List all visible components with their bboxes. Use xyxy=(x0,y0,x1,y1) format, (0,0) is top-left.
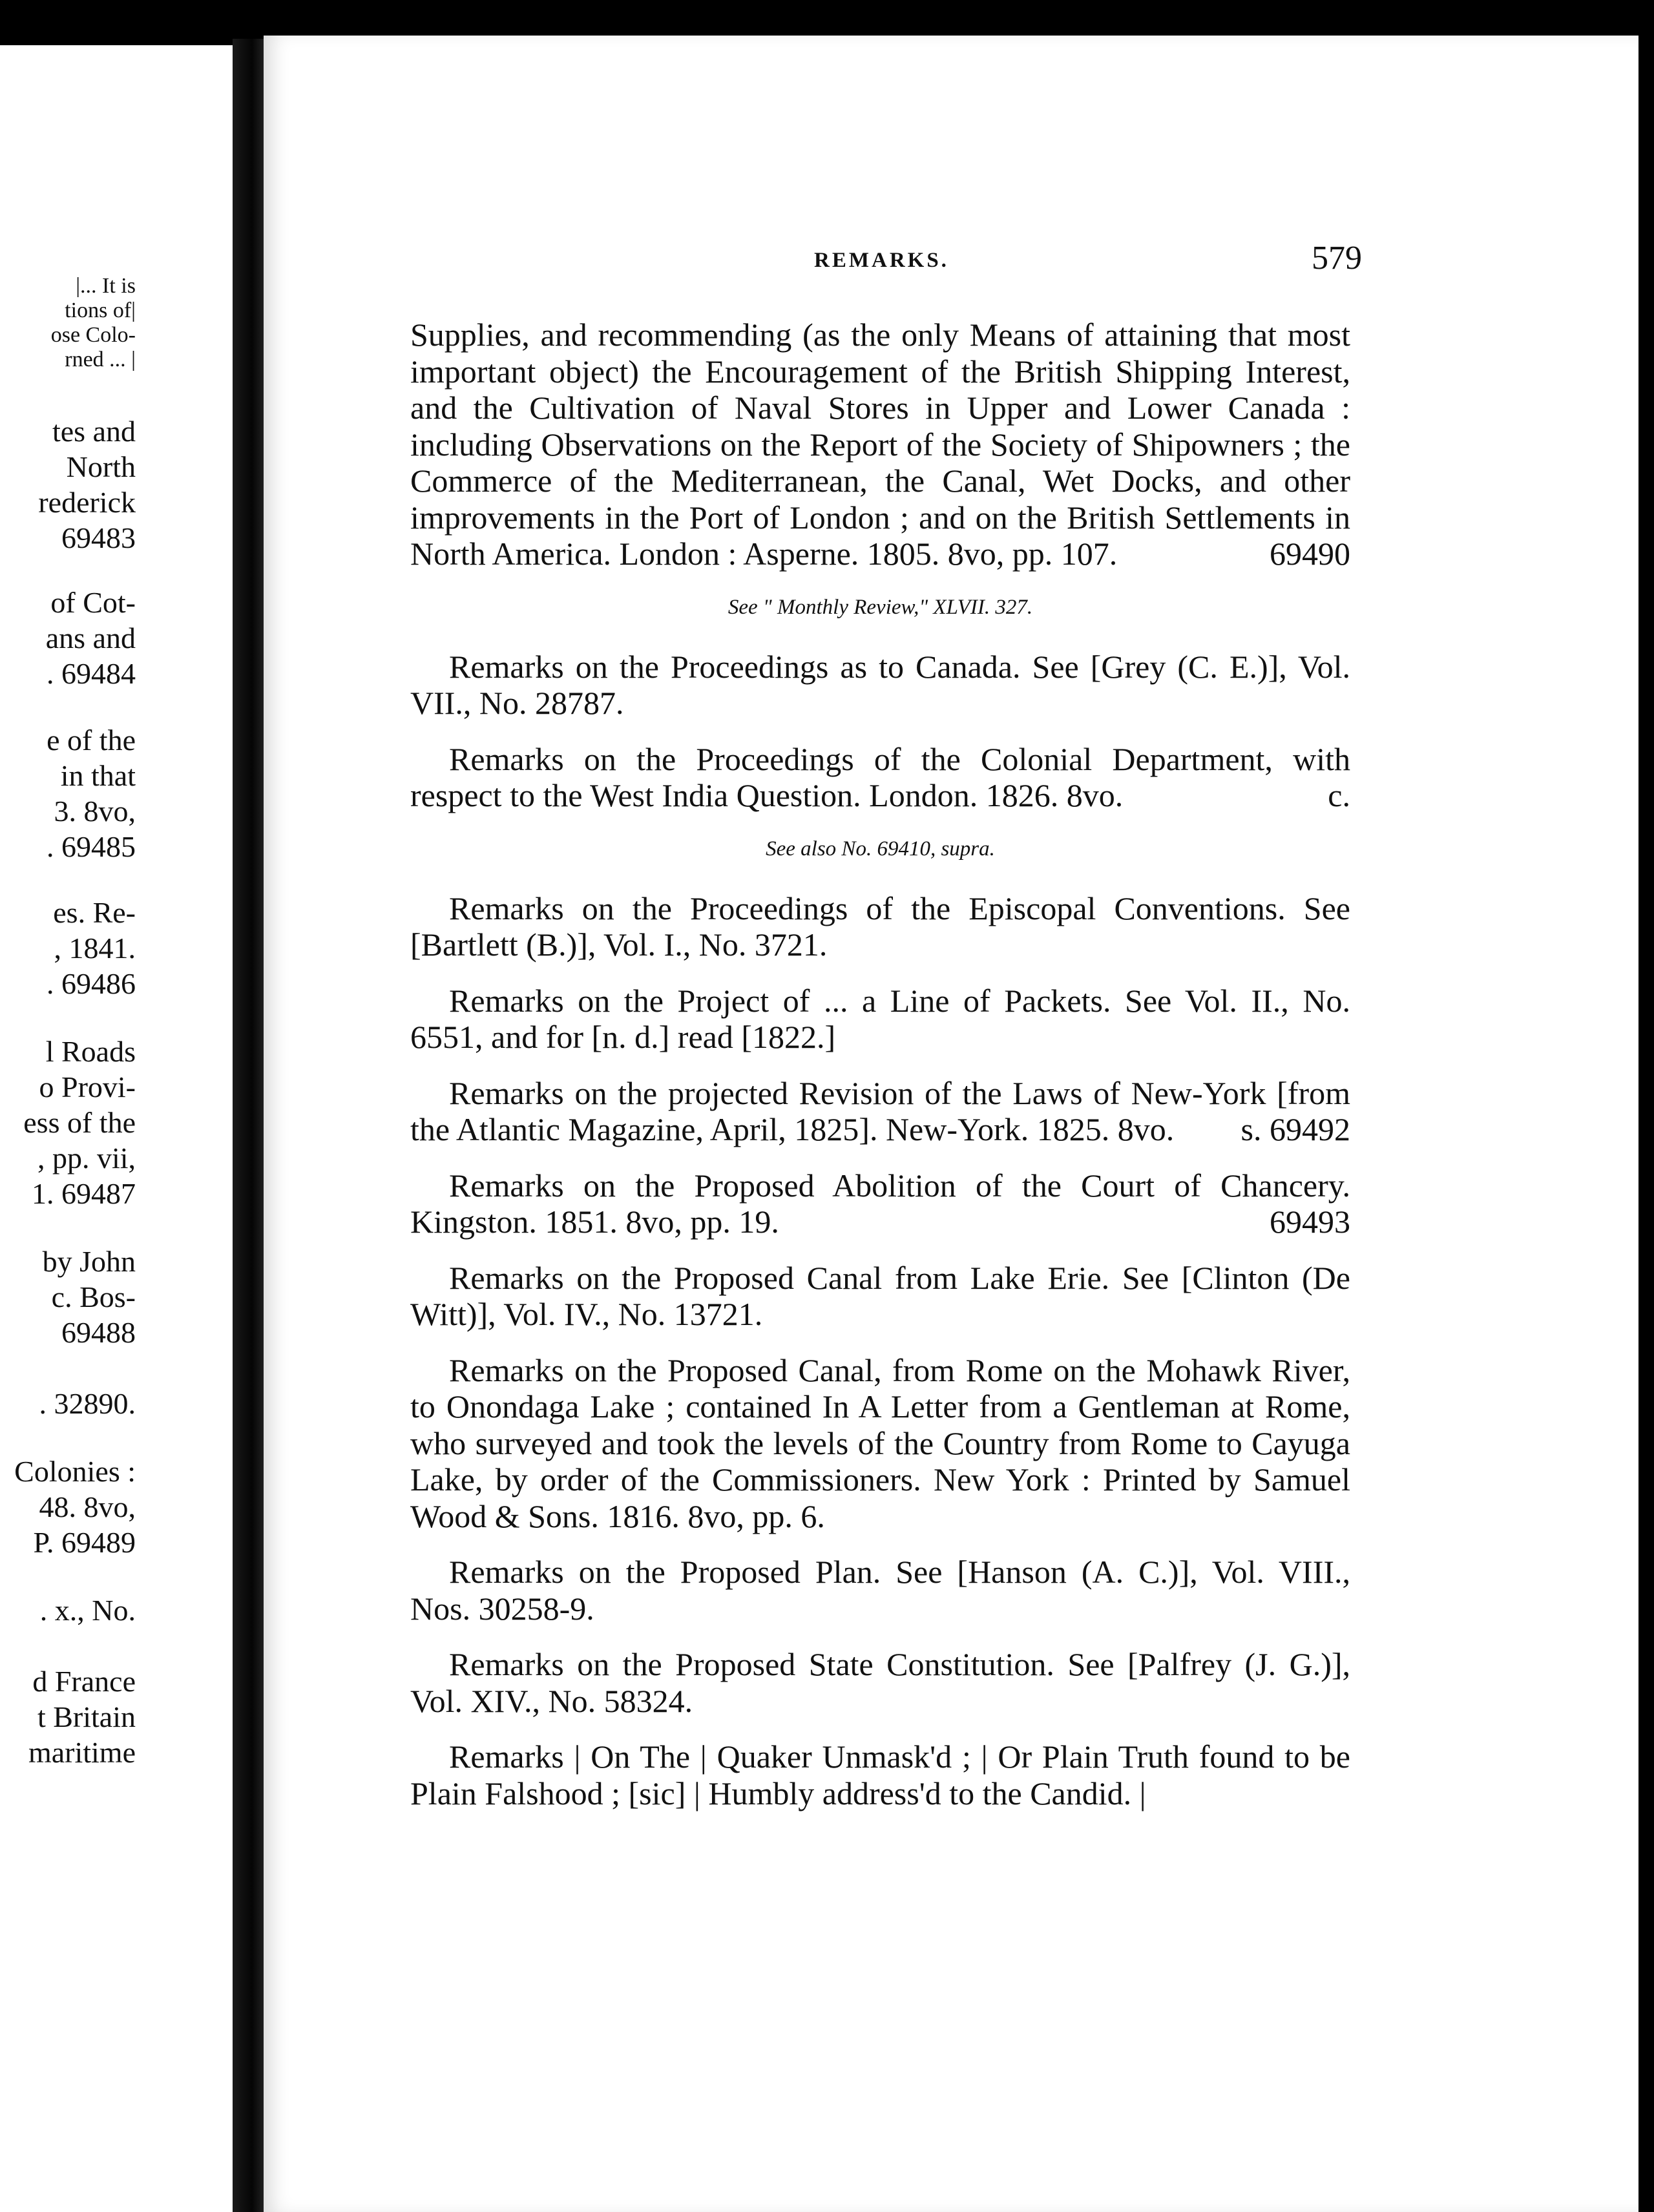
left-page-fragment: . x., No. xyxy=(39,1594,136,1627)
left-page-fragment: P. 69489 xyxy=(33,1526,136,1559)
left-page-fragment: 69488 xyxy=(61,1316,136,1349)
left-page-fragment: 48. 8vo, xyxy=(39,1490,136,1523)
entry-note: See also No. 69410, supra. xyxy=(766,837,995,861)
left-page-fragment: maritime xyxy=(28,1736,136,1769)
left-page-fragment: d France xyxy=(32,1665,136,1698)
entry-text: Remarks on the Proposed Abolition of the Court of Chancery. Kingston. 1851. 8vo, pp. 19. xyxy=(410,1167,1350,1240)
entry-text: Remarks on the Proposed State Constitution. See [Palfrey (J. G.)], Vol. XIV., No. 58324. xyxy=(410,1646,1350,1719)
entry-text: Remarks on the Proposed Canal from Lake Erie. See [Clinton (De Witt)], Vol. IV., No. 13721. xyxy=(410,1259,1350,1332)
book-gutter xyxy=(233,39,265,2212)
bibliography-entry xyxy=(410,983,1350,1056)
left-page-fragment: t Britain xyxy=(37,1700,136,1733)
left-page-fragment: , pp. vii, xyxy=(37,1142,136,1174)
left-page-fragment: |... It is xyxy=(76,274,136,298)
bibliography-entry xyxy=(410,1075,1350,1148)
left-page-fragment: tions of| xyxy=(65,298,136,322)
left-page-fragment: North xyxy=(66,450,136,483)
left-page-fragment: . 32890. xyxy=(39,1387,136,1420)
left-page-fragment: Colonies : xyxy=(14,1455,136,1488)
left-page-fragment: . 69484 xyxy=(47,657,136,690)
bibliography-entry xyxy=(410,317,1350,572)
bibliography-entry xyxy=(410,1167,1350,1240)
bibliography-entry xyxy=(410,649,1350,722)
entry-text: Supplies, and recommending (as the only Means of attaining that most important object) the Encouragement of the British Shipping Interest, and the Cultivation of Naval Stores in Upper and Lower Canada : including Observations on the Report of the Society of Shipowners ; the Commerce of the Mediterranean, the Canal, Wet Docks, and other improvements in the Port of London ; and on the British Settlements in North America. London : Asperne. 1805. 8vo, pp. 107. xyxy=(410,317,1350,572)
left-page-fragment: e of the xyxy=(47,724,136,756)
left-page-fragment: of Cot- xyxy=(50,586,136,619)
entry-number: s. 69492 xyxy=(1240,1111,1350,1147)
entry-text: Remarks on the Proceedings of the Episcopal Conventions. See [Bartlett (B.)], Vol. I., No. 3721. xyxy=(410,890,1350,963)
left-page-fragment: c. Bos- xyxy=(51,1280,136,1313)
left-page-fragment: rederick xyxy=(38,486,136,519)
left-page-fragment: ans and xyxy=(45,621,136,654)
left-page-fragment: tes and xyxy=(52,415,136,448)
entry-text: Remarks on the Proceedings as to Canada. See [Grey (C. E.)], Vol. VII., No. 28787. xyxy=(410,648,1350,721)
left-page-fragment: ess of the xyxy=(23,1106,136,1139)
page-number: 579 xyxy=(1312,240,1362,276)
bibliography-entry xyxy=(410,890,1350,963)
entry-number: 69493 xyxy=(1270,1204,1350,1240)
bibliography-entry xyxy=(410,1646,1350,1719)
left-page-fragment: . 69486 xyxy=(47,967,136,1000)
left-page-fragment: rned ... | xyxy=(65,348,136,371)
bibliography-entry xyxy=(410,1554,1350,1627)
entry-text: Remarks on the projected Revision of the Laws of New-York [from the Atlantic Magazine, April, 1825]. New-York. 1825. 8vo. xyxy=(410,1074,1350,1147)
entry-note: See " Monthly Review," XLVII. 327. xyxy=(728,595,1033,619)
left-page-fragment: l Roads xyxy=(45,1035,136,1068)
running-head: REMARKS. xyxy=(814,249,949,272)
bibliography-entry xyxy=(410,1260,1350,1333)
scan-edge xyxy=(1638,0,1654,2212)
entry-number: 69490 xyxy=(1270,536,1350,572)
entry-number: c. xyxy=(1328,777,1350,813)
entry-text: Remarks on the Proceedings of the Colonial Department, with respect to the West India Question. London. 1826. 8vo. xyxy=(410,740,1350,813)
left-page-fragment: , 1841. xyxy=(54,932,136,965)
left-page-fragment: 69483 xyxy=(61,521,136,554)
bibliography-entry xyxy=(410,1352,1350,1535)
entry-text: Remarks on the Project of ... a Line of Packets. See Vol. II., No. 6551, and for [n. d.] read [1822.] xyxy=(410,982,1350,1055)
left-page-fragment: in that xyxy=(60,759,136,792)
left-page xyxy=(0,45,233,2212)
left-page-fragment: es. Re- xyxy=(53,896,136,929)
entries-block xyxy=(410,317,1350,1831)
left-page-fragment: o Provi- xyxy=(39,1070,136,1103)
left-page-fragment: by John xyxy=(42,1245,136,1278)
entry-text: Remarks | On The | Quaker Unmask'd ; | Or Plain Truth found to be Plain Falshood ; [sic] | Humbly address'd to the Candid. | xyxy=(410,1738,1350,1811)
entry-text: Remarks on the Proposed Plan. See [Hanson (A. C.)], Vol. VIII., Nos. 30258-9. xyxy=(410,1554,1350,1627)
bibliography-entry xyxy=(410,1738,1350,1811)
left-page-fragment: 3. 8vo, xyxy=(54,795,136,828)
entry-text: Remarks on the Proposed Canal, from Rome on the Mohawk River, to Onondaga Lake ; contained In A Letter from a Gentleman at Rome, who surveyed and took the levels of the Country from Rome to Cayuga Lake, by order of the Commissioners. New York : Printed by Samuel Wood & Sons. 1816. 8vo, pp. 6. xyxy=(410,1351,1350,1534)
left-page-fragment: ose Colo- xyxy=(50,323,136,347)
left-page-fragment: . 69485 xyxy=(47,830,136,863)
left-page-fragment: 1. 69487 xyxy=(32,1177,136,1210)
bibliography-entry xyxy=(410,741,1350,814)
